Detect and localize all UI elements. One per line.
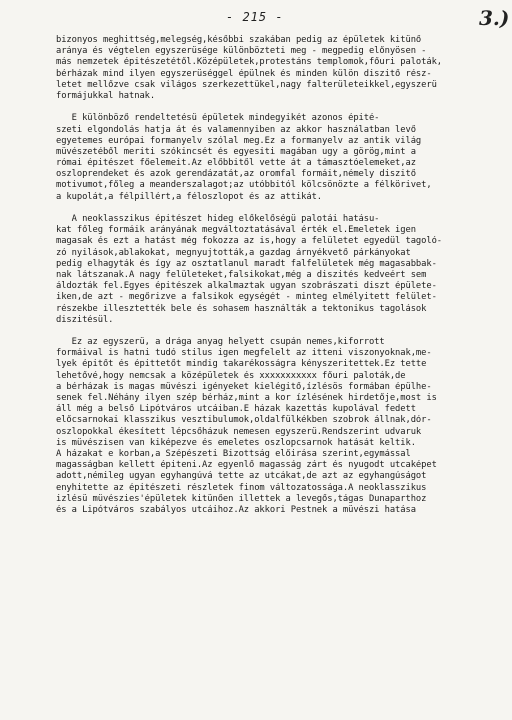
text-line: egyetemes európai formanyelv szólal meg.Ez a formanyelv az antik világ: [56, 135, 422, 146]
text-line: bizonyos meghittség,melegség,későbbi szakában pedig az épületek kitünő: [56, 35, 422, 45]
text-line: aránya és végtelen egyszerüsége különbözteti meg - megpedig előnyösen -: [56, 46, 427, 57]
text-line: lyek épitőt és épittetőt mindig takarékosságra kényszeritettek.Ez tette: [56, 359, 427, 370]
text-line: előcsarnokai klasszikus vesztibulumok,oldalfülkékben szobrok állnak,dór-: [56, 415, 432, 426]
text-line: diszitésül.: [56, 314, 114, 325]
text-line: nak látszanak.A nagy felületeket,falsikokat,még a diszités kedveért sem: [56, 269, 427, 280]
text-line: bérházak mind ilyen egyszerüséggel épülnek és minden külön diszitő rész-: [56, 68, 432, 79]
text-line: kat főleg formáik arányának megváltoztatásával érték el.Emeletek igen: [56, 225, 416, 236]
text-line: áldozták fel.Egyes épitészek alkalmaztak ugyan szobrászati diszt épülete-: [56, 281, 437, 292]
text-line: szeti elgondolás hatja át és valamennyiben az akkor használatban levő: [56, 124, 416, 135]
text-line: formájukkal hatnak.: [56, 90, 156, 101]
paragraph: [56, 113, 506, 203]
page-number: - 215 -: [226, 10, 284, 24]
text-line: Ez az egyszerü, a drága anyag helyett csupán nemes,kiforrott: [56, 337, 385, 348]
text-line: és a Lipótváros szabályos utcáihoz.Az akkori Pestnek a müvészi hatása: [56, 504, 416, 515]
text-line: pedig elhagyták és így az osztatlanul maradt falfelületek még magasabbak-: [56, 258, 437, 269]
text-line: adott,némileg ugyan egyhangúvá tette az utcákat,de azt az egyhangúságot: [56, 471, 427, 482]
text-line: A házakat e korban,a Szépészeti Bizottság előirása szerint,egymással: [56, 448, 411, 459]
text-line: formáival is hatni tudó stilus igen megfelelt az itteni viszonyoknak,me-: [56, 348, 432, 359]
text-line: E különböző rendeltetésü épületek mindegyikét azonos épité-: [56, 113, 380, 124]
text-line: A neoklasszikus épitészet hideg előkelőségü palotái hatásu-: [56, 214, 380, 224]
text-line: zó nyilások,ablakokat, megnyujtották,a gazdag árnyékvető párkányokat: [56, 247, 411, 258]
text-line: letet mellőzve csak világos szerkezettükel,nagy falterületeikkel,egyszerü: [56, 79, 437, 90]
text-line: senek fel.Néhány ilyen szép bérház,mint a kor ízlésének hirdetője,most is: [56, 393, 437, 403]
text-line: lehetővé,hogy nemcsak a középületek és xxxxxxxxxxx főuri paloták,de: [56, 370, 406, 381]
paragraph: [56, 35, 506, 102]
text-line: is müvészisen van kiképezve és emeletes oszlopcsarnok hatását keltik.: [56, 437, 416, 448]
text-line: müvészetéből meriti szókincsét és egyesiti magában ugy a görög,mint a: [56, 146, 416, 157]
text-line: magasságban kellett épiteni.Az egyenlő magasság zárt és nyugodt utcaképet: [56, 460, 437, 471]
text-line: részekbe illesztették bele és sohasem használták a tektonikus tagolások: [56, 303, 427, 314]
document-body: [56, 35, 506, 516]
paragraph: [56, 214, 506, 326]
text-line: izlésü müvészies'épületek kitünően illettek a levegős,tágas Dunaparthoz: [56, 493, 427, 504]
text-line: oszloprendeket és azok gerendázatát,az oromfal formáit,némely diszitő: [56, 169, 416, 180]
text-line: római épitészet főelemeit.Az előbbitől vette át a támasztóelemeket,az: [56, 158, 416, 169]
handwritten-corner-mark: 3.): [479, 6, 510, 30]
paragraph: [56, 337, 506, 516]
text-line: iken,de azt - megőrizve a falsikok egységét - minteg elmélyitett felület-: [56, 292, 437, 303]
text-line: motivumot,főleg a meanderszalagot;az utóbbitól kölcsönözte a félkörivet,: [56, 180, 432, 191]
text-line: a bérházak is magas müvészi igényeket kielégitő,ízlésös formában épülhe-: [56, 381, 432, 392]
text-line: oszlopokkal ékesített lépcsőházuk nemesen egyszerü.Rendszerint udvaruk: [56, 426, 422, 437]
text-line: más nemzetek épitészetétől.Középületek,protestáns templomok,főuri paloták,: [56, 57, 442, 68]
text-line: áll még a belső Lipótváros utcáiban.E házak kazettás kupolával fedett: [56, 404, 416, 415]
text-line: a kupolát,a félpillért,a féloszlopot és az attikát.: [56, 191, 323, 202]
text-line: enyhitette az épitészeti részletek finom változatossága.A neoklasszikus: [56, 482, 427, 493]
text-line: magasak és ezt a hatást még fokozza az is,hogy a felületet egyedül tagoló-: [56, 236, 442, 247]
